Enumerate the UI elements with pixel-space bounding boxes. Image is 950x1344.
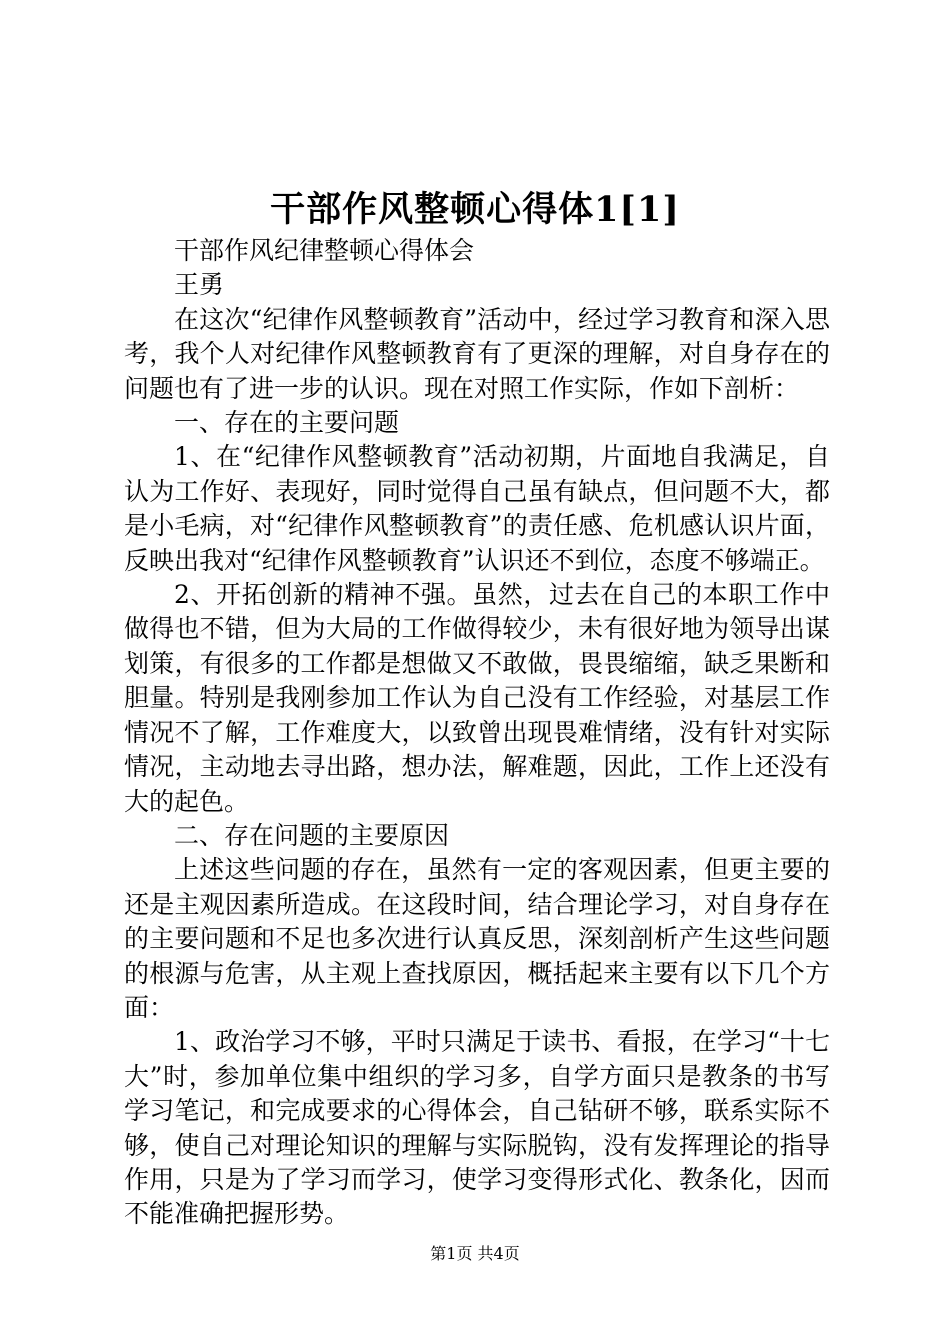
paragraph-intro: 在这次“纪律作风整顿教育”活动中，经过学习教育和深入思考，我个人对纪律作风整顿教育有了更深的理解，对自身存在的问题也有了进一步的认识。现在对照工作实际，作如下剖析： bbox=[124, 304, 830, 403]
paragraph-problem-1: 1、在“纪律作风整顿教育”活动初期，片面地自我满足，自认为工作好、表现好，同时觉得自己虽有缺点，但问题不大，都是小毛病，对“纪律作风整顿教育”的责任感、危机感认识片面，反映出我对“纪律作风整顿教育”认识还不到位，态度不够端正。 bbox=[124, 442, 830, 575]
paragraph-causes-intro: 上述这些问题的存在，虽然有一定的客观因素，但更主要的还是主观因素所造成。在这段时间，结合理论学习，对自身存在的主要问题和不足也多次进行认真反思，深刻剖析产生这些问题的根源与危害，从主观上查找原因，概括起来主要有以下几个方面： bbox=[124, 855, 830, 1022]
document-body bbox=[124, 234, 830, 1232]
page-number-footer: 第1页 共4页 bbox=[430, 1244, 520, 1263]
document-author: 王勇 bbox=[174, 270, 225, 300]
document-title: 干部作风整顿心得体1[1] bbox=[270, 189, 680, 230]
document-subtitle: 干部作风纪律整顿心得体会 bbox=[174, 236, 475, 265]
paragraph-cause-1: 1、政治学习不够，平时只满足于读书、看报，在学习“十七大”时，参加单位集中组织的学习多，自学方面只是教条的书写学习笔记，和完成要求的心得体会，自己钻研不够，联系实际不够，使自己对理论知识的理解与实际脱钩，没有发挥理论的指导作用，只是为了学习而学习，使学习变得形式化、教条化，因而不能准确把握形势。 bbox=[124, 1027, 830, 1229]
paragraph-problem-2: 2、开拓创新的精神不强。虽然，过去在自己的本职工作中做得也不错，但为大局的工作做得较少，未有很好地为领导出谋划策，有很多的工作都是想做又不敢做，畏畏缩缩，缺乏果断和胆量。特别是我刚参加工作认为自己没有工作经验，对基层工作情况不了解，工作难度大，以致曾出现畏难情绪，没有针对实际情况，主动地去寻出路，想办法，解难题，因此，工作上还没有大的起色。 bbox=[124, 580, 830, 816]
section-heading-problems: 一、存在的主要问题 bbox=[174, 408, 400, 438]
section-heading-causes: 二、存在问题的主要原因 bbox=[174, 820, 450, 850]
